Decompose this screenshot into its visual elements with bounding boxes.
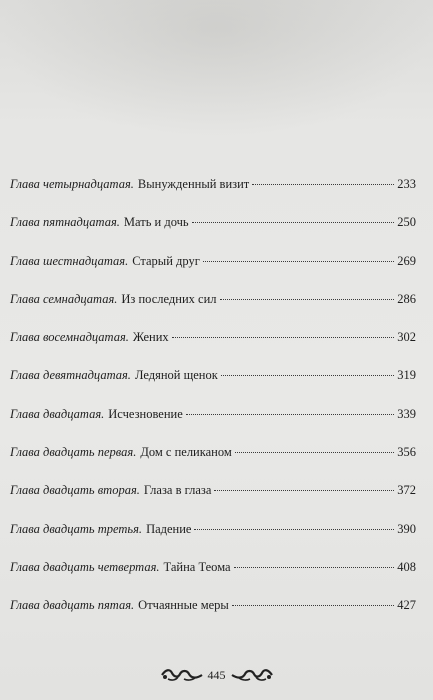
toc-entry <box>10 254 416 292</box>
chapter-title: Мать и дочь <box>123 215 189 230</box>
flourish-ornament-icon <box>230 667 274 683</box>
toc-entry <box>10 215 416 253</box>
chapter-title: Ледяной щенок <box>134 368 218 383</box>
chapter-number: Глава девятнадцатая. <box>10 368 131 383</box>
dot-leader <box>192 222 395 223</box>
chapter-number: Глава двадцать третья. <box>10 521 143 536</box>
chapter-number: Глава семнадцатая. <box>10 291 118 306</box>
show-through-background <box>0 0 433 140</box>
chapter-title: Вынужденный визит <box>137 177 250 191</box>
toc-entry <box>10 560 416 598</box>
toc-entry <box>10 483 416 521</box>
page-reference: 356 <box>397 445 416 460</box>
dot-leader <box>186 414 394 415</box>
dot-leader <box>234 567 395 568</box>
chapter-title: Жених <box>132 330 169 345</box>
page-reference: 250 <box>397 215 416 230</box>
page-reference: 408 <box>397 559 416 574</box>
chapter-title: Старый друг <box>132 253 200 268</box>
page-reference: 319 <box>397 368 416 383</box>
dot-leader <box>232 605 394 606</box>
chapter-title: Дом с пеликаном <box>140 445 232 460</box>
flourish-ornament-icon <box>160 667 204 683</box>
toc-entry <box>10 598 416 636</box>
page-reference: 286 <box>397 291 416 306</box>
chapter-number: Глава пятнадцатая. <box>10 215 120 230</box>
page-reference: 339 <box>397 406 416 421</box>
chapter-title: Тайна Теома <box>163 559 231 574</box>
dot-leader <box>221 375 394 376</box>
toc-entry <box>10 445 416 483</box>
dot-leader <box>235 452 394 453</box>
chapter-number: Глава двадцатая. <box>10 406 105 421</box>
page-footer <box>0 664 433 686</box>
page-reference: 427 <box>397 598 416 613</box>
chapter-number: Глава двадцать четвертая. <box>10 559 160 574</box>
chapter-title: Из последних сил <box>121 291 217 306</box>
chapter-title: Исчезновение <box>108 406 183 421</box>
dot-leader <box>172 337 395 338</box>
chapter-number: Глава двадцать вторая. <box>10 483 140 498</box>
toc-entry <box>10 407 416 445</box>
page-reference: 233 <box>397 177 416 191</box>
toc-entry <box>10 522 416 560</box>
toc-entry <box>10 292 416 330</box>
toc-entry <box>10 368 416 406</box>
chapter-title: Падение <box>146 521 192 536</box>
dot-leader <box>214 490 394 491</box>
page-reference: 269 <box>397 253 416 268</box>
dot-leader <box>194 529 394 530</box>
toc-entry <box>10 330 416 368</box>
chapter-number: Глава восемнадцатая. <box>10 330 129 345</box>
dot-leader <box>203 261 394 262</box>
chapter-number: Глава двадцать пятая. <box>10 598 135 613</box>
chapter-number: Глава четырнадцатая. <box>10 177 134 191</box>
dot-leader <box>252 184 394 185</box>
chapter-number: Глава двадцать первая. <box>10 445 137 460</box>
chapter-title: Глаза в глаза <box>143 483 212 498</box>
dot-leader <box>220 299 395 300</box>
chapter-title: Отчаянные меры <box>138 598 229 613</box>
page-number: 445 <box>207 667 226 682</box>
page-reference: 372 <box>397 483 416 498</box>
toc-entry <box>10 177 416 215</box>
page-reference: 302 <box>397 330 416 345</box>
chapter-number: Глава шестнадцатая. <box>10 253 129 268</box>
page-reference: 390 <box>397 521 416 536</box>
table-of-contents <box>10 177 416 637</box>
